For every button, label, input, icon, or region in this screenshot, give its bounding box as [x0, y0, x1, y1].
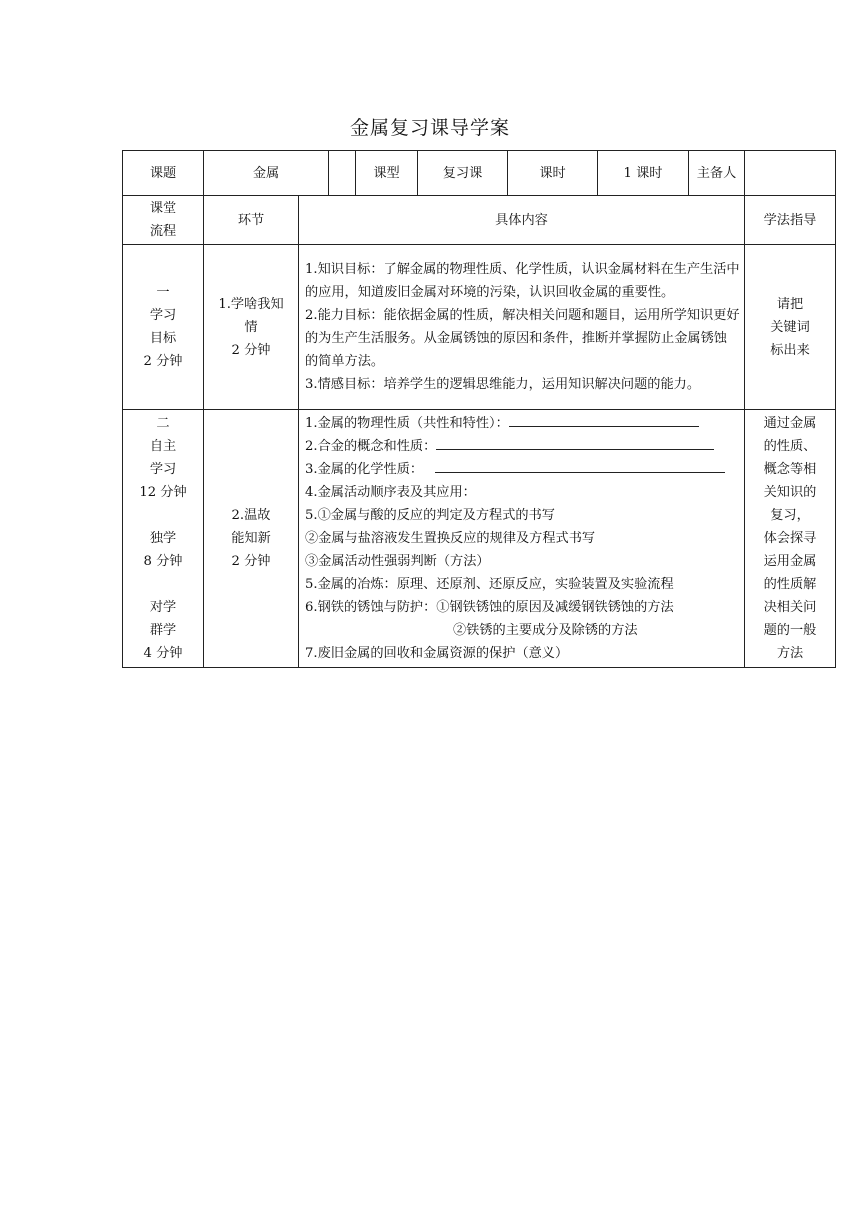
guide-line: 决相关问: [763, 600, 817, 615]
ability-goal: 2.能力目标：能依据金属的性质，解决相关问题和题目，运用所学知识更好的为生产生活服务。从金属锈蚀的原因和条件，推断并掌握防止金属锈蚀的简单方法。: [305, 308, 740, 369]
content-header: 具体内容: [299, 196, 745, 245]
stage-header: 环节: [204, 196, 299, 245]
table-row: [123, 245, 836, 410]
guide-line: 关知识的: [763, 485, 817, 500]
review-item: 5.金属的冶炼：原理、还原剂、还原反应，实验装置及实验流程: [305, 577, 674, 592]
type-value: 复习课: [418, 151, 508, 196]
stage-line: 2 分钟: [231, 554, 271, 569]
stage-line: 能知新: [231, 531, 271, 546]
flow-line: 群学: [149, 623, 177, 638]
flow-line: [123, 573, 203, 596]
guide-cell: [745, 410, 836, 668]
flow-line: 自主: [149, 439, 177, 454]
guide-line: 通过金属: [763, 416, 817, 431]
guide-line: 请把: [776, 296, 804, 312]
answer-blank[interactable]: [435, 458, 725, 473]
hours-value: 1 课时: [598, 151, 689, 196]
stage-line: 情: [244, 319, 258, 335]
topic-label: 课题: [123, 151, 204, 196]
stage-line: 2 分钟: [231, 342, 271, 358]
emotion-goal: 3.情感目标：培养学生的逻辑思维能力，运用知识解决问题的能力。: [305, 377, 701, 392]
answer-blank[interactable]: [509, 412, 699, 427]
table-row: [123, 410, 836, 668]
content-cell: [299, 410, 745, 668]
stage-line: 2.温故: [231, 508, 271, 523]
review-item: 7.废旧金属的回收和金属资源的保护（意义）: [305, 646, 569, 661]
review-item: ③金属活动性强弱判断（方法）: [305, 554, 490, 569]
review-item: ②铁锈的主要成分及除锈的方法: [453, 623, 638, 638]
flow-line: 目标: [149, 331, 177, 346]
guide-line: 题的一般: [763, 623, 817, 638]
flow-line: 二: [156, 416, 170, 431]
guide-line: 运用金属: [763, 554, 817, 569]
flow-line: 独学: [149, 531, 177, 546]
review-item: 4.金属活动顺序表及其应用：: [305, 485, 476, 500]
guide-line: 的性质解: [763, 577, 817, 592]
preparer-value: [745, 151, 836, 196]
flow-cell: [123, 245, 204, 410]
review-item: 3.金属的化学性质：: [305, 458, 740, 481]
review-item: 6.钢铁的锈蚀与防护：①钢铁锈蚀的原因及减缓钢铁锈蚀的方法: [305, 600, 674, 615]
stage-cell: [204, 245, 299, 410]
guide-line: 体会探寻: [763, 531, 817, 546]
guide-line: 关键词: [770, 319, 810, 335]
flow-line: 一: [156, 285, 170, 300]
flow-line: 8 分钟: [143, 554, 183, 569]
knowledge-goal: 1.知识目标：了解金属的物理性质、化学性质，认识金属材料在生产生活中的应用，知道废旧金属对环境的污染，认识回收金属的重要性。: [305, 262, 740, 300]
review-item: 2.合金的概念和性质：: [305, 435, 740, 458]
flow-line: 学习: [149, 462, 177, 477]
content-cell: [299, 245, 745, 410]
review-item: 1.金属的物理性质（共性和特性）：: [305, 412, 740, 435]
table-row: [123, 196, 836, 245]
flow-header-line: 流程: [149, 224, 177, 239]
flow-line: 12 分钟: [139, 485, 187, 500]
flow-cell: [123, 410, 204, 668]
flow-header-line: 课堂: [149, 201, 177, 216]
hours-label: 课时: [508, 151, 598, 196]
review-item: 5.①金属与酸的反应的判定及方程式的书写: [305, 508, 555, 523]
flow-line: 2 分钟: [143, 354, 183, 369]
stage-line: 1.学啥我知: [218, 296, 284, 312]
guide-line: 的性质、: [763, 439, 817, 454]
guide-line: 复习，: [770, 508, 810, 523]
topic-value: 金属: [204, 151, 329, 196]
flow-line: 4 分钟: [143, 646, 183, 661]
lesson-plan-table: [122, 150, 836, 668]
stage-cell: [204, 410, 299, 668]
guide-line: 标出来: [770, 342, 810, 358]
flow-line: 对学: [149, 600, 177, 615]
guide-cell: [745, 245, 836, 410]
guide-line: 方法: [776, 646, 804, 661]
flow-line: [123, 504, 203, 527]
page-title: 金属复习课导学案: [349, 117, 510, 139]
flow-line: 学习: [149, 308, 177, 323]
review-item: ②金属与盐溶液发生置换反应的规律及方程式书写: [305, 531, 596, 546]
guide-line: 概念等相: [763, 462, 817, 477]
table-row: [123, 151, 836, 196]
guide-header: 学法指导: [745, 196, 836, 245]
answer-blank[interactable]: [436, 435, 714, 450]
flow-header: [123, 196, 204, 245]
type-label: 课型: [356, 151, 418, 196]
preparer-label: 主备人: [689, 151, 745, 196]
